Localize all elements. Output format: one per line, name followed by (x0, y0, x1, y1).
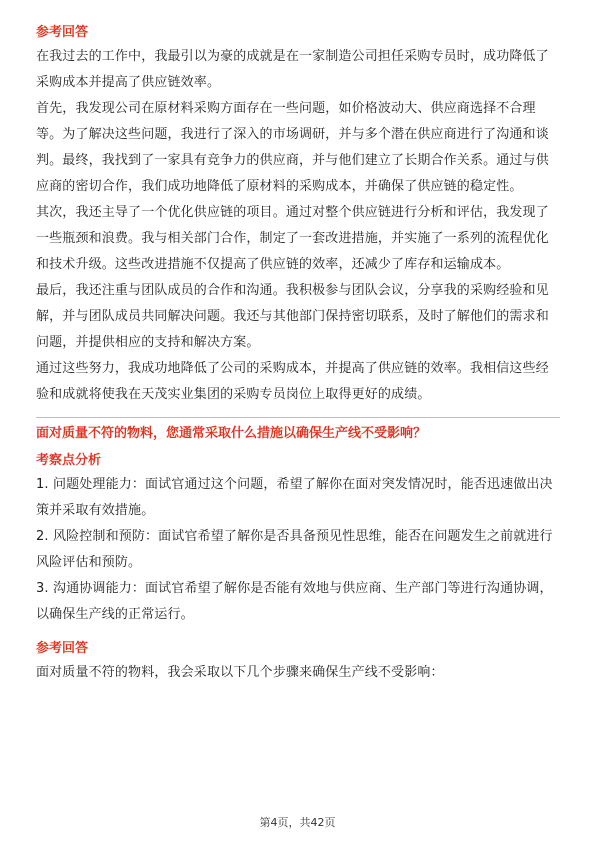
answer-paragraph-5: 通过这些努力，我成功地降低了公司的采购成本，并提高了供应链的效率。我相信这些经验和成就将使我在天茂实业集团的采购专员岗位上取得更好的成绩。 (36, 361, 549, 402)
section-divider (36, 417, 560, 418)
answer-heading-2: 参考回答 (36, 641, 89, 656)
answer-paragraph-1: 在我过去的工作中，我最引以为豪的成就是在一家制造公司担任采购专员时，成功降低了采购成本并提高了供应链效率。 (36, 49, 549, 90)
answer-heading: 参考回答 (36, 25, 89, 40)
question-title: 面对质量不符的物料，您通常采取什么措施以确保生产线不受影响？ (36, 426, 427, 441)
analysis-point-1: 1. 问题处理能力：面试官通过这个问题，希望了解你在面对突发情况时，能否迅速做出决策并采取有效措施。 (36, 477, 553, 518)
analysis-point-3: 3. 沟通协调能力：面试官希望了解你是否能有效地与供应商、生产部门等进行沟通协调，以确保生产线的正常运行。 (36, 581, 553, 622)
analysis-heading: 考察点分析 (36, 453, 102, 468)
analysis-point-2: 2. 风险控制和预防：面试官希望了解你是否具备预见性思维，能否在问题发生之前就进行风险评估和预防。 (36, 529, 553, 570)
answer-paragraph-3: 其次，我还主导了一个优化供应链的项目。通过对整个供应链进行分析和评估，我发现了一些瓶颈和浪费。我与相关部门合作，制定了一套改进措施，并实施了一系列的流程优化和技术升级。这些改进措施不仅提高了供应链的效率，还减少了库存和运输成本。 (36, 205, 549, 272)
answer-paragraph-4: 最后，我还注重与团队成员的合作和沟通。我积极参与团队会议，分享我的采购经验和见解，并与团队成员共同解决问题。我还与其他部门保持密切联系，及时了解他们的需求和问题，并提供相应的支持和解决方案。 (36, 283, 549, 350)
page-footer: 第4页，共42页 (259, 816, 336, 829)
page-content (36, 22, 560, 686)
answer-intro: 面对质量不符的物料，我会采取以下几个步骤来确保生产线不受影响： (36, 665, 444, 680)
answer-paragraph-2: 首先，我发现公司在原材料采购方面存在一些问题，如价格波动大、供应商选择不合理等。为了解决这些问题，我进行了深入的市场调研，并与多个潜在供应商进行了沟通和谈判。最终，我找到了一家具有竞争力的供应商，并与他们建立了长期合作关系。通过与供应商的密切合作，我们成功地降低了原材料的采购成本，并确保了供应链的稳定性。 (36, 101, 549, 194)
